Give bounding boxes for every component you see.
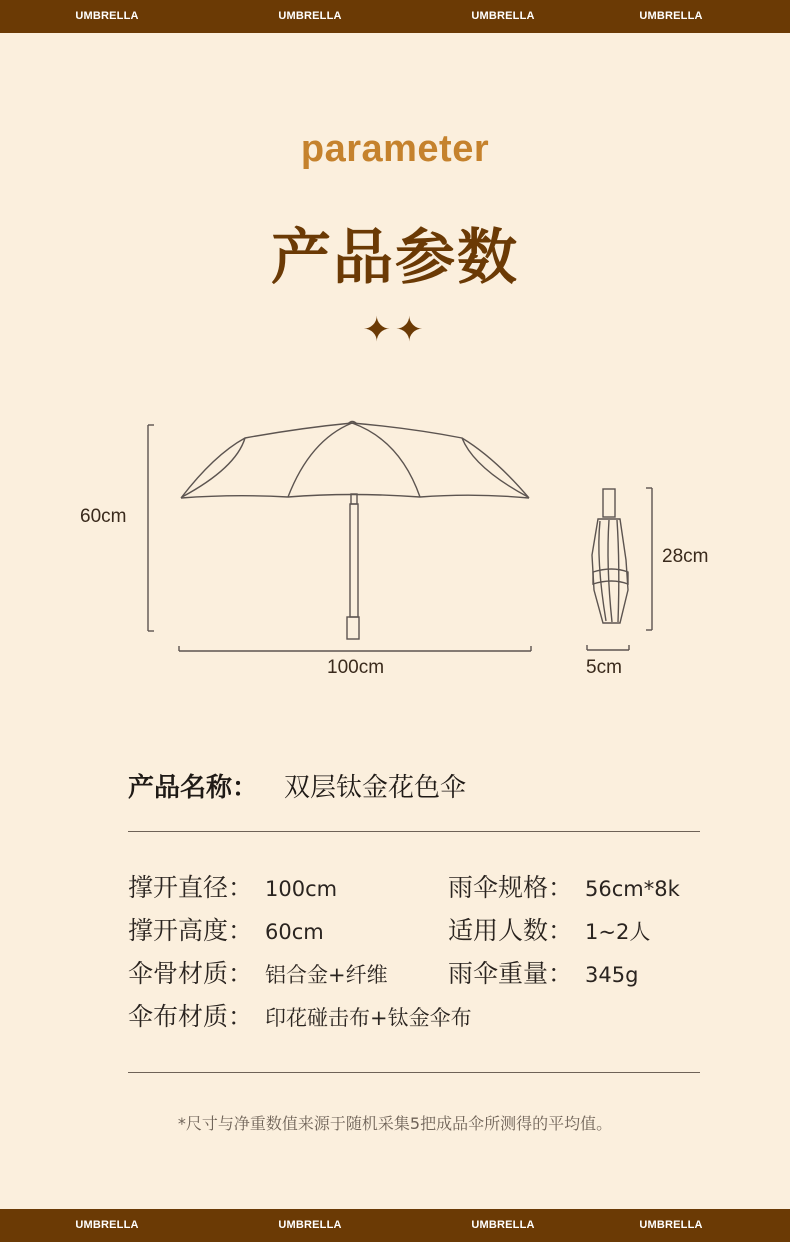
spec-key: 撑开直径： xyxy=(128,873,254,902)
banner-label: UMBRELLA xyxy=(471,1219,535,1231)
spec-value: 1~2人 xyxy=(585,920,651,944)
height-dimension-line xyxy=(148,425,154,631)
folded-length-label: 28cm xyxy=(662,546,709,567)
spec-value: 印花碰击布+钛金伞布 xyxy=(265,1006,472,1030)
spec-key: 撑开高度： xyxy=(128,916,254,945)
product-name-value: 双层钛金花色伞 xyxy=(284,773,467,803)
folded-width-dimension-line xyxy=(587,645,629,650)
spec-key: 伞骨材质： xyxy=(128,959,254,988)
open-height-label: 60cm xyxy=(80,506,127,527)
spec-item xyxy=(448,911,650,947)
bottom-banner xyxy=(0,1209,790,1242)
spec-item xyxy=(128,954,388,990)
banner-label: UMBRELLA xyxy=(639,1219,703,1231)
banner-label: UMBRELLA xyxy=(75,10,139,22)
sparkle-icon: ✦✦ xyxy=(362,310,428,350)
width-dimension-line xyxy=(179,646,531,651)
spec-value: 铝合金+纤维 xyxy=(265,963,388,987)
page-title: 产品参数 xyxy=(271,223,519,293)
banner-label: UMBRELLA xyxy=(278,10,342,22)
spec-item xyxy=(128,997,472,1033)
spec-item xyxy=(448,868,680,904)
divider xyxy=(128,831,700,832)
spec-value: 56cm*8k xyxy=(585,877,680,901)
folded-length-dimension-line xyxy=(646,488,652,630)
folded-umbrella-icon xyxy=(592,489,628,623)
folded-width-label: 5cm xyxy=(586,657,622,678)
spec-value: 100cm xyxy=(265,877,338,901)
spec-value: 60cm xyxy=(265,920,324,944)
open-umbrella-icon xyxy=(181,422,529,640)
banner-label: UMBRELLA xyxy=(471,10,535,22)
spec-key: 适用人数： xyxy=(448,916,574,945)
divider xyxy=(128,1072,700,1073)
product-name-row xyxy=(128,767,466,804)
footnote: *尺寸与净重数值来源于随机采集5把成品伞所测得的平均值。 xyxy=(177,1114,613,1133)
spec-key: 雨伞规格： xyxy=(448,873,574,902)
spec-key: 雨伞重量： xyxy=(448,959,574,988)
top-banner xyxy=(0,0,790,33)
page-subtitle: parameter xyxy=(300,128,490,170)
spec-item xyxy=(128,868,337,904)
banner-label: UMBRELLA xyxy=(639,10,703,22)
product-name-key: 产品名称： xyxy=(128,773,259,803)
spec-item xyxy=(448,954,638,990)
open-width-label: 100cm xyxy=(327,657,385,678)
spec-key: 伞布材质： xyxy=(128,1002,254,1031)
banner-label: UMBRELLA xyxy=(278,1219,342,1231)
spec-value: 345g xyxy=(585,963,639,987)
banner-label: UMBRELLA xyxy=(75,1219,139,1231)
spec-item xyxy=(128,911,324,947)
